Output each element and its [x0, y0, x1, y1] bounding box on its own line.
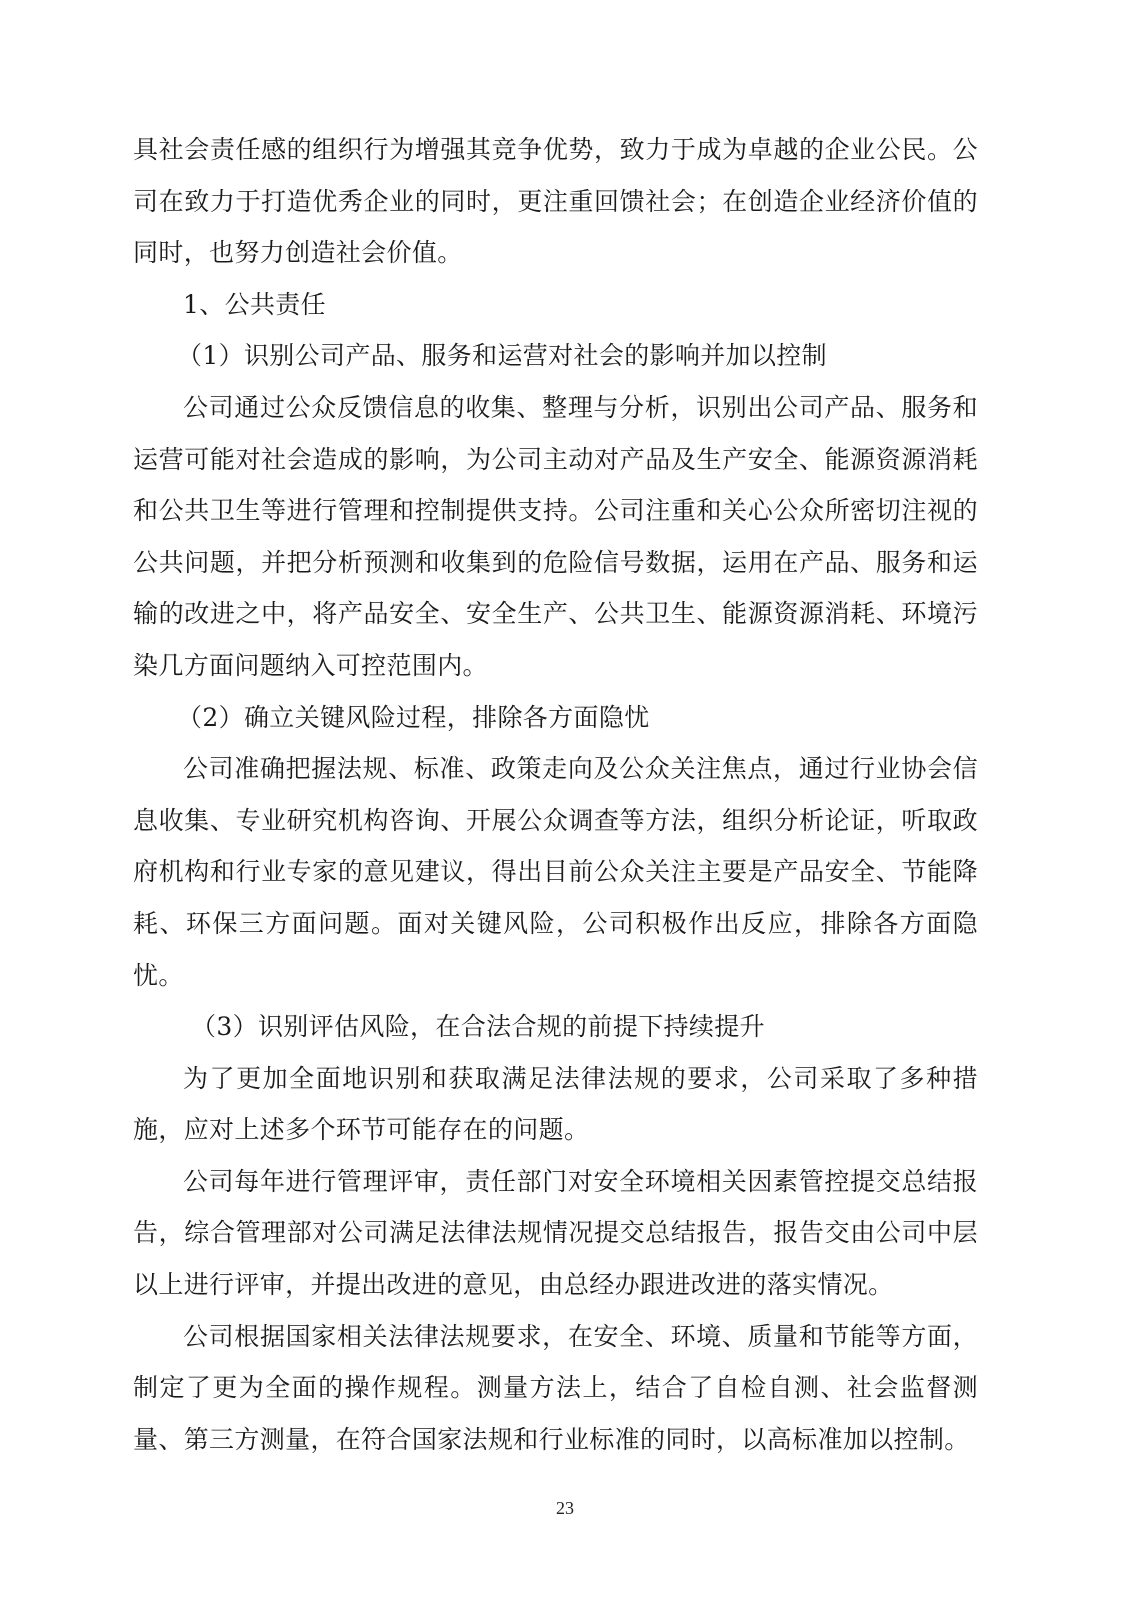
page-number: 23	[556, 1498, 574, 1518]
subheading-risk-assessment: （3）识别评估风险，在合法合规的前提下持续提升	[191, 1012, 765, 1042]
subheading-identify-impact: （1）识别公司产品、服务和运营对社会的影响并加以控制	[177, 341, 828, 371]
paragraph-key-risk: 公司准确把握法规、标准、政策走向及公众关注焦点，通过行业协会信息收集、专业研究机构咨询、开展公众调查等方法，组织分析论证，听取政府机构和行业专家的意见建议，得出目前公众关注主要是产品安全、节能降耗、环保三方面问题。面对关键风险，公司积极作出反应，排除各方面隐忧。	[133, 754, 978, 990]
paragraph-legal-requirements: 为了更加全面地识别和获取满足法律法规的要求，公司采取了多种措施，应对上述多个环节可能存在的问题。	[133, 1063, 978, 1145]
paragraph-operating-procedures: 公司根据国家相关法律法规要求，在安全、环境、质量和节能等方面，制定了更为全面的操作规程。测量方法上，结合了自检自测、社会监督测量、第三方测量，在符合国家法规和行业标准的同时，以高标准加以控制。	[133, 1321, 978, 1454]
subheading-key-risk: （2）确立关键风险过程，排除各方面隐忧	[177, 702, 650, 732]
document-body	[133, 124, 978, 1465]
paragraph-intro-continuation: 具社会责任感的组织行为增强其竞争优势，致力于成为卓越的企业公民。公司在致力于打造优秀企业的同时，更注重回馈社会；在创造企业经济价值的同时，也努力创造社会价值。	[133, 135, 978, 268]
paragraph-identify-impact: 公司通过公众反馈信息的收集、整理与分析，识别出公司产品、服务和运营可能对社会造成的影响，为公司主动对产品及生产安全、能源资源消耗和公共卫生等进行管理和控制提供支持。公司注重和关心公众所密切注视的公共问题，并把分析预测和收集到的危险信号数据，运用在产品、服务和运输的改进之中，将产品安全、安全生产、公共卫生、能源资源消耗、环境污染几方面问题纳入可控范围内。	[133, 392, 978, 680]
paragraph-management-review: 公司每年进行管理评审，责任部门对安全环境相关因素管控提交总结报告，综合管理部对公司满足法律法规情况提交总结报告，报告交由公司中层以上进行评审，并提出改进的意见，由总经办跟进改进的落实情况。	[133, 1166, 978, 1300]
section-heading-public-responsibility: 1、公共责任	[183, 289, 327, 319]
